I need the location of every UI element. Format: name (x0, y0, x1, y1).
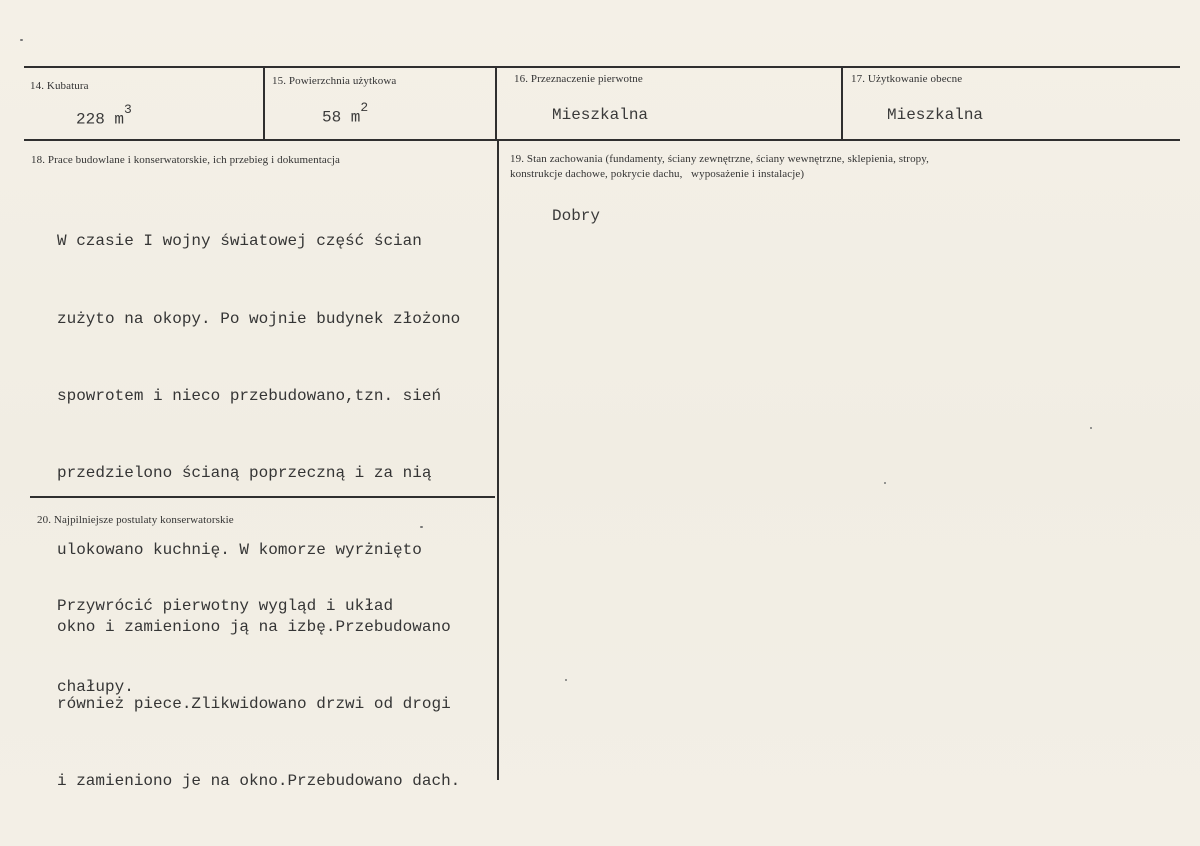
field-18-line: W czasie I wojny światowej część ścian (57, 232, 422, 251)
field-15-label: 15. Powierzchnia użytkowa (272, 75, 397, 87)
field-19-label-line1: 19. Stan zachowania (fundamenty, ściany zewnętrzne, ściany wewnętrzne, sklepienia, stropy, (510, 153, 930, 165)
area-exponent: 2 (360, 100, 369, 115)
field-18-line: i zamieniono je na okno.Przebudowano dach. (57, 772, 461, 791)
main-vertical-divider (497, 140, 499, 780)
row1-bottom-rule (24, 139, 1180, 141)
field-16-value: Mieszkalna (552, 106, 649, 124)
kubatura-exponent: 3 (124, 102, 132, 117)
field-19-value: Dobry (552, 207, 601, 225)
field-18-line: okno i zamieniono ją na izbę.Przebudowano (57, 617, 451, 636)
field-20-text (57, 539, 393, 755)
field-17-value: Mieszkalna (887, 106, 984, 124)
field-20-label: 20. Najpilniejsze postulaty konserwatorskie (37, 514, 234, 526)
field-18-line: ulokowano kuchnię. W komorze wyrżnięto (57, 540, 422, 559)
paper-speck (884, 482, 886, 484)
field-20-line: Przywrócić pierwotny wygląd i układ (57, 597, 394, 615)
area-value: 58 m (322, 108, 361, 127)
field-15-value (322, 100, 369, 127)
field-18-line: spowrotem i nieco przebudowano,tzn. sień (57, 386, 442, 405)
field-16-label: 16. Przeznaczenie pierwotne (514, 73, 643, 85)
field-20-line: chałupy. (57, 678, 134, 696)
field-14-value (76, 102, 132, 129)
col-divider-16-17 (841, 67, 843, 141)
field-14-label: 14. Kubatura (30, 80, 89, 92)
field-18-label: 18. Prace budowlane i konserwatorskie, ich przebieg i dokumentacja (31, 154, 340, 166)
field-18-line: również piece.Zlikwidowano drzwi od drogi (57, 695, 451, 714)
paper-speck (1090, 427, 1092, 429)
kubatura-value: 228 m (76, 110, 125, 129)
field-19-label-line2: konstrukcje dachowe, pokrycie dachu, wyposażenie i instalacje) (510, 168, 805, 180)
field-17-label: 17. Użytkowanie obecne (851, 73, 963, 85)
field-18-line: przedzielono ścianą poprzeczną i za nią (57, 463, 432, 482)
col-divider-14-15 (263, 67, 265, 141)
paper-speck (565, 679, 567, 681)
paper-speck (20, 39, 23, 41)
field-18-line: zużyto na okopy. Po wojnie budynek złożono (57, 309, 461, 328)
top-rule (24, 66, 1180, 68)
paper-speck (420, 526, 423, 528)
col-divider-15-16 (495, 67, 497, 141)
